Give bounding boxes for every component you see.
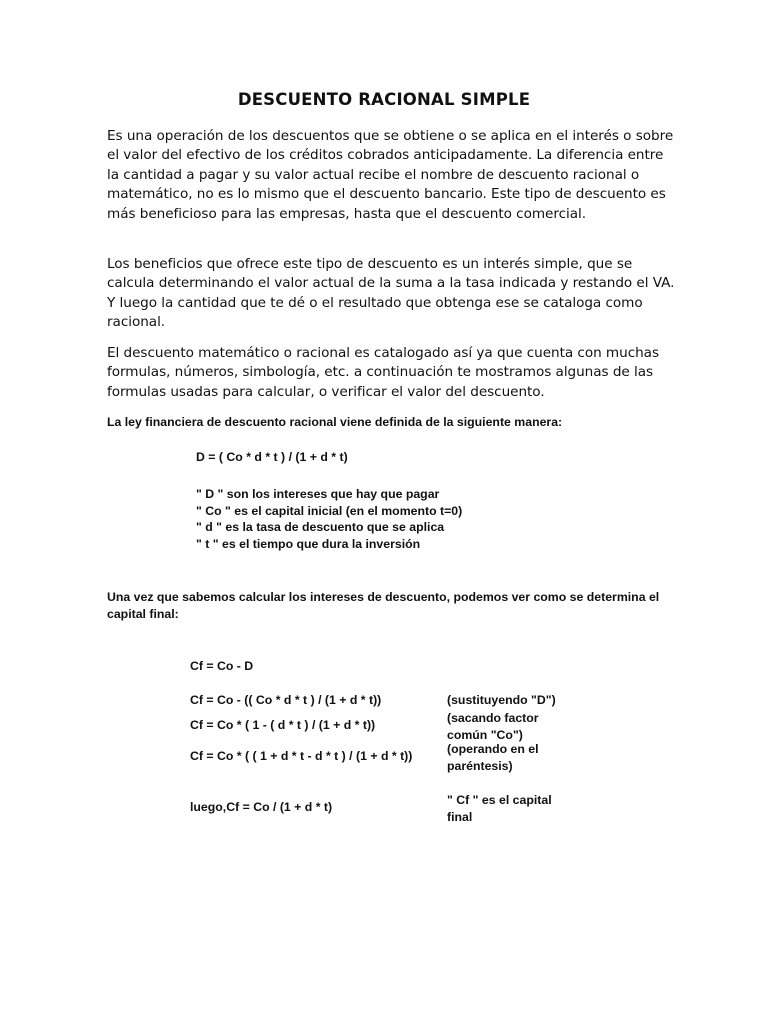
ley-intro-text: La ley financiera de descuento racional viene definida de la siguiente manera:: [107, 415, 563, 429]
formula-discount: D = ( Co * d * t ) / (1 + d * t): [196, 450, 348, 464]
note-substituting: (sustituyendo "D"): [447, 693, 556, 707]
paragraph-formulas: El descuento matemático o racional es catalogado así ya que cuenta con muchas formulas, números, simbología, etc. a continuación te mostramos algunas de las formulas usadas para calcular, o verificar el valor del descuento.: [107, 345, 659, 400]
note-factoring: (sacando factor común "Co"): [447, 711, 539, 742]
equation-cf-4: Cf = Co * ( ( 1 + d * t - d * t ) / (1 + d * t)): [190, 749, 413, 763]
variable-definitions: [196, 486, 462, 552]
definition-rate: " d " es la tasa de descuento que se aplica: [196, 520, 445, 534]
capital-final-intro: Una vez que sabemos calcular los intereses de descuento, podemos ver como se determina el capital final:: [107, 590, 660, 621]
page-title: DESCUENTO RACIONAL SIMPLE: [237, 90, 531, 109]
definition-co: " Co " es el capital inicial (en el momento t=0): [196, 503, 463, 518]
equation-cf-3: Cf = Co * ( 1 - ( d * t ) / (1 + d * t)): [190, 718, 376, 732]
equation-cf-1: Cf = Co - D: [190, 659, 254, 673]
note-operating: (operando en el paréntesis): [447, 742, 539, 773]
equation-cf-final: luego,Cf = Co / (1 + d * t): [190, 800, 333, 814]
paragraph-benefits: Los beneficios que ofrece este tipo de descuento es un interés simple, que se calcula determinando el valor actual de la suma a la tasa indicada y restando el VA. Y luego la cantidad que te dé o el resultado que obtenga ese se cataloga como racional.: [107, 256, 675, 331]
equation-cf-2: Cf = Co - (( Co * d * t ) / (1 + d * t)): [190, 693, 382, 707]
paragraph-definition: Es una operación de los descuentos que se obtiene o se aplica en el interés o sobre el valor del efectivo de los créditos cobrados anticipadamente. La diferencia entre la cantidad a pagar y su valor actual recibe el nombre de descuento racional o matemático, no es lo mismo que el descuento bancario. Este tipo de descuento es más beneficioso para las empresas, hasta que el descuento comercial.: [107, 128, 674, 222]
note-cf-definition: " Cf " es el capital final: [447, 793, 552, 824]
definition-d: " D " son los intereses que hay que pagar: [196, 487, 440, 501]
definition-time: " t " es el tiempo que dura la inversión: [196, 536, 421, 551]
